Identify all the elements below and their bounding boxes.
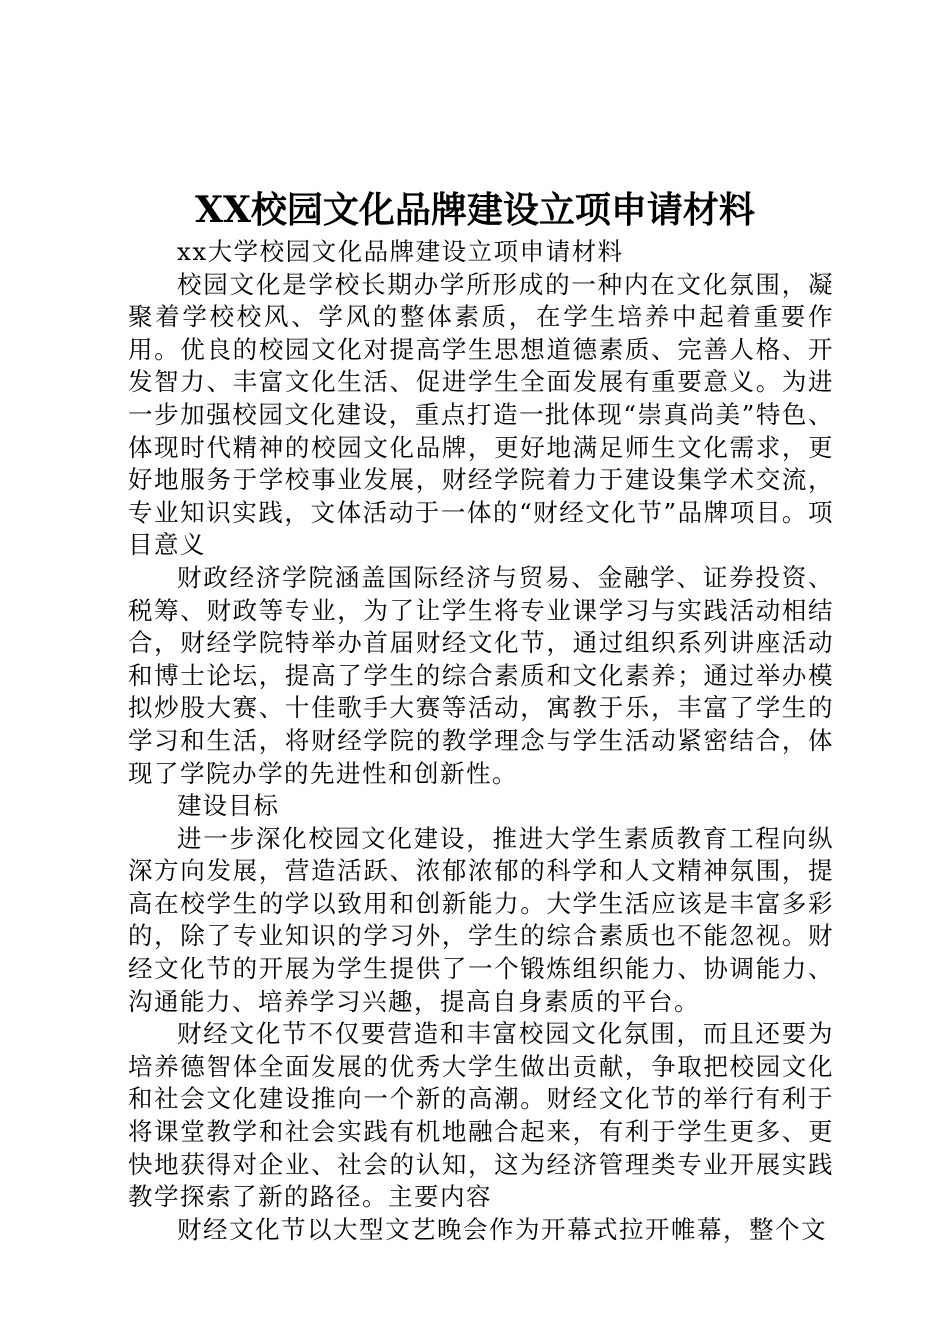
content-paragraph: 财经文化节以大型文艺晚会作为开幕式拉开帷幕，整个文 xyxy=(177,1214,827,1244)
document-body xyxy=(128,236,834,1246)
intro-paragraph: 校园文化是学校长期办学所形成的一种内在文化氛围，凝聚着学校校风、学风的整体素质，在学生培养中起着重要作用。优良的校园文化对提高学生思想道德素质、完善人格、开发智力、丰富文化生活、促进学生全面发展有重要意义。为进一步加强校园文化建设，重点打造一批体现“崇真尚美”特色、体现时代精神的校园文化品牌，更好地满足师生文化需求，更好地服务于学校事业发展，财经学院着力于建设集学术交流，专业知识实践，文体活动于一体的“财经文化节”品牌项目。项目意义 xyxy=(128,269,834,560)
festival-paragraph: 财经文化节不仅要营造和丰富校园文化氛围，而且还要为培养德智体全面发展的优秀大学生做出贡献，争取把校园文化和社会文化建设推向一个新的高潮。财经文化节的举行有利于将课堂教学和社会实践有机地融合起来，有利于学生更多、更快地获得对企业、社会的认知，这为经济管理类专业开展实践教学探索了新的路径。主要内容 xyxy=(128,1019,834,1212)
significance-paragraph: 财政经济学院涵盖国际经济与贸易、金融学、证券投资、税筹、财政等专业，为了让学生将专业课学习与实践活动相结合，财经学院特举办首届财经文化节，通过组织系列讲座活动和博士论坛，提高了学生的综合素质和文化素养；通过举办模拟炒股大赛、十佳歌手大赛等活动，寓教于乐，丰富了学生的学习和生活，将财经学院的教学理念与学生活动紧密结合，体现了学院办学的先进性和创新性。 xyxy=(128,562,834,788)
goals-paragraph: 进一步深化校园文化建设，推进大学生素质教育工程向纵深方向发展，营造活跃、浓郁浓郁的科学和人文精神氛围，提高在校学生的学以致用和创新能力。大学生活应该是丰富多彩的，除了专业知识的学习外，学生的综合素质也不能忽视。财经文化节的开展为学生提供了一个锻炼组织能力、协调能力、沟通能力、培养学习兴趣，提高自身素质的平台。 xyxy=(128,823,834,1016)
document-title: XX校园文化品牌建设立项申请材料 xyxy=(195,189,755,231)
subtitle-paragraph: xx大学校园文化品牌建设立项申请材料 xyxy=(177,237,624,266)
section-heading-goals: 建设目标 xyxy=(177,791,279,821)
